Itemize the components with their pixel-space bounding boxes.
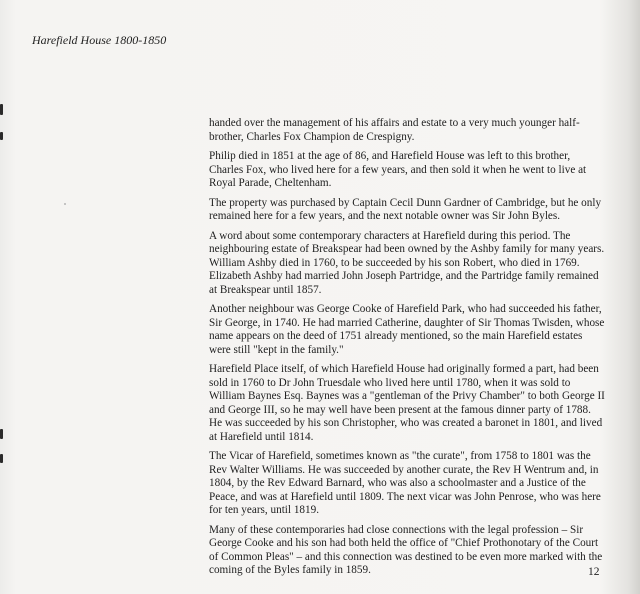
binding-mark	[0, 104, 3, 115]
paper-speck	[64, 203, 66, 205]
paragraph: The property was purchased by Captain Cecil Dunn Gardner of Cambridge, but he only remained here for a few years, and the next notable owner was Sir John Byles.	[209, 196, 602, 222]
body-text	[209, 117, 606, 584]
paragraph: Another neighbour was George Cooke of Harefield Park, who had succeeded his father, Sir George, in 1740. He had married Catherine, daughter of Sir Thomas Twisden, whose name appears on the deed of 1751 already mentioned, so the main Harefield estates were still "kept in the family."	[209, 303, 605, 356]
binding-mark	[0, 429, 3, 439]
paragraph: The Vicar of Harefield, sometimes known as "the curate", from 1758 to 1801 was the Rev Walter Williams. He was succeeded by another curate, the Rev H Wentrum and, in 1804, by the Rev Edward Barnard, who was also a schoolmaster and a Justice of the Peace, and was at Harefield until 1809. The next vicar was John Penrose, who was here for ten years, until 1819.	[209, 450, 601, 516]
binding-mark	[0, 132, 3, 140]
paragraph: Harefield Place itself, of which Harefield House had originally formed a part, had been sold in 1760 to Dr John Truesdale who lived here until 1780, when it was sold to William Baynes Esq. Baynes was a "gentleman of the Privy Chamber" to both George II and George III, so he may well have been present at the famous dinner party of 1788. He was succeeded by his son Christopher, who was created a baronet in 1801, and lived at Harefield until 1814.	[209, 363, 605, 443]
binding-mark	[0, 454, 3, 463]
paragraph: handed over the management of his affairs and estate to a very much younger half-brother, Charles Fox Champion de Crespigny.	[209, 117, 580, 143]
paragraph: Philip died in 1851 at the age of 86, and Harefield House was left to this brother, Charles Fox, who lived here for a few years, and then sold it when he went to live at Royal Parade, Cheltenham.	[209, 150, 587, 189]
paragraph: Many of these contemporaries had close connections with the legal profession – Sir George Cooke and his son had both held the office of "Chief Prothonotary of the Court of Common Pleas" – and this connection was destined to be even more marked with the coming of the Byles family in 1859.	[209, 523, 603, 576]
running-header: Harefield House 1800-1850	[32, 33, 167, 47]
page-number: 12	[588, 566, 600, 578]
paragraph: A word about some contemporary characters at Harefield during this period. The neighbouring estate of Breakspear had been owned by the Ashby family for many years. William Ashby died in 1760, to be succeeded by his son Robert, who died in 1769. Elizabeth Ashby had married John Joseph Partridge, and the Partridge family remained at Breakspear until 1857.	[209, 229, 605, 296]
